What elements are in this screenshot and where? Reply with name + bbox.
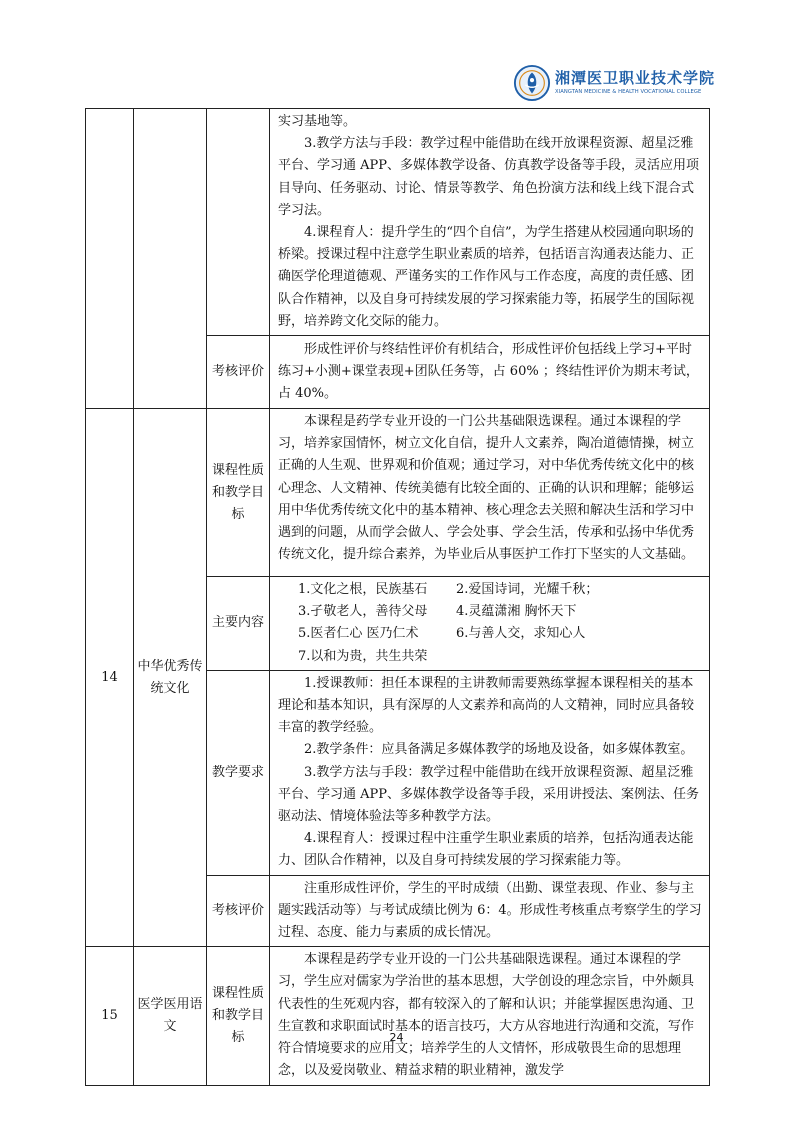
category-label: 考核评价 (207, 336, 270, 409)
list-item: 3.孑敬老人，善待父母 (298, 604, 428, 620)
school-name-english: XIANGTAN MEDICINE & HEALTH VOCATIONAL COLLEGE (555, 89, 702, 95)
table-row (86, 947, 710, 1085)
school-logo (513, 62, 716, 106)
curriculum-table (85, 108, 710, 1086)
course-name: 中华优秀传统文化 (134, 409, 207, 947)
list-item: 5.医者仁心 医乃仁术 (298, 626, 419, 642)
course-number: 14 (86, 409, 134, 947)
school-emblem-icon (513, 64, 551, 102)
table-row (86, 109, 710, 336)
list-item: 4.灵蕴潇湘 胸怀天下 (456, 604, 577, 620)
course-goal-content: 本课程是药学专业开设的一门公共基础限选课程。通过本课程的学习，学生应对儒家为学治世的基本思想，大学创设的理念宗旨，中外颇具代表性的生死观内容，都有较深入的了解和认识；并能掌握医患沟通、卫生宣教和求职面试时基本的语言技巧，大方从容地进行沟通和交流，写作符合情境要求的应用文；培养学生的人文情怀，形成敬畏生命的思想理念，以及爱岗敬业、精益求精的职业精神，激发学 (270, 947, 710, 1085)
teaching-requirements-continued: 实习基地等。 3.教学方法与手段：教学过程中能借助在线开放课程资源、超星泛雅平台、学习通 APP、多媒体教学设备、仿真教学设备等手段，灵活应用项目导向、任务驱动、讨论、情景等教学、角色扮演方法和线上线下混合式学习法。 4.课程育人：提升学生的“四个自信”，为学生搭建从校园通向职场的桥梁。授课过程中注意学生职业素质的培养，包括语言沟通表达能力、正确医学伦理道德观、严谨务实的工作作风与工作态度，高度的责任感、团队合作精神，以及自身可持续发展的学习探索能力等，拓展学生的国际视野，培养跨文化交际的能力。 (270, 109, 710, 336)
list-item: 6.与善人交，求知心人 (456, 626, 586, 642)
teaching-requirements: 1.授课教师：担任本课程的主讲教师需要熟练掌握本课程相关的基本理论和基本知识，具有深厚的人文素养和高尚的人文精神，同时应具备较丰富的教学经验。 2.教学条件：应具备满足多媒体教学的场地及设备，如多媒体教室。 3.教学方法与手段：教学过程中能借助在线开放课程资源、超星泛雅平台、学习通 APP、多媒体教学设备等手段，采用讲授法、案例法、任务驱动法、情境体验法等多种教学方法。 4.课程育人：授课过程中注重学生职业素质的培养，包括沟通表达能力、团队合作精神，以及自身可持续发展的学习探索能力等。 (270, 670, 710, 875)
course-name: 医学医用语文 (134, 947, 207, 1085)
assessment-content: 形成性评价与终结性评价有机结合，形成性评价包括线上学习+平时练习+小测+课堂表现+团队任务等，占 60% ；终结性评价为期末考试，占 40%。 (270, 336, 710, 409)
list-item: 1.文化之根，民族基石 (298, 582, 428, 598)
table-row (86, 409, 710, 577)
category-label: 考核评价 (207, 875, 270, 947)
course-number: 15 (86, 947, 134, 1085)
assessment-content: 注重形成性评价，学生的平时成绩（出勤、课堂表现、作业、参与主题实践活动等）与考试成绩比例为 6：4。形成性考核重点考察学生的学习过程、态度、能力与素质的成长情况。 (270, 875, 710, 947)
list-item: 2.爱国诗词，光耀千秋； (456, 582, 599, 598)
course-number-cell (86, 109, 134, 409)
category-label: 主要内容 (207, 577, 270, 671)
category-label-cell (207, 109, 270, 336)
page-number: 24 (389, 1031, 404, 1044)
course-goal-content: 本课程是药学专业开设的一门公共基础限选课程。通过本课程的学习，培养家国情怀，树立文化自信，提升人文素养，陶冶道德情操，树立正确的人生观、世界观和价值观；通过学习，对中华优秀传统文化中的核心理念、人文精神、传统美德有比较全面的、正确的认识和理解；能够运用中华优秀传统文化中的基本精神、核心理念去关照和解决生活和学习中遇到的问题，从而学会做人、学会处事、学会生活，传承和弘扬中华优秀传统文化，提升综合素养，为毕业后从事医护工作打下坚实的人文基础。 (270, 409, 710, 577)
category-label: 课程性质和教学目标 (207, 409, 270, 577)
course-name-cell (134, 109, 207, 409)
main-content-list (270, 577, 710, 671)
category-label: 课程性质和教学目标 (207, 947, 270, 1085)
category-label: 教学要求 (207, 670, 270, 875)
list-item: 7.以和为贵，共生共荣 (298, 648, 428, 664)
school-name: 湘潭医卫职业技术学院 (555, 69, 716, 87)
